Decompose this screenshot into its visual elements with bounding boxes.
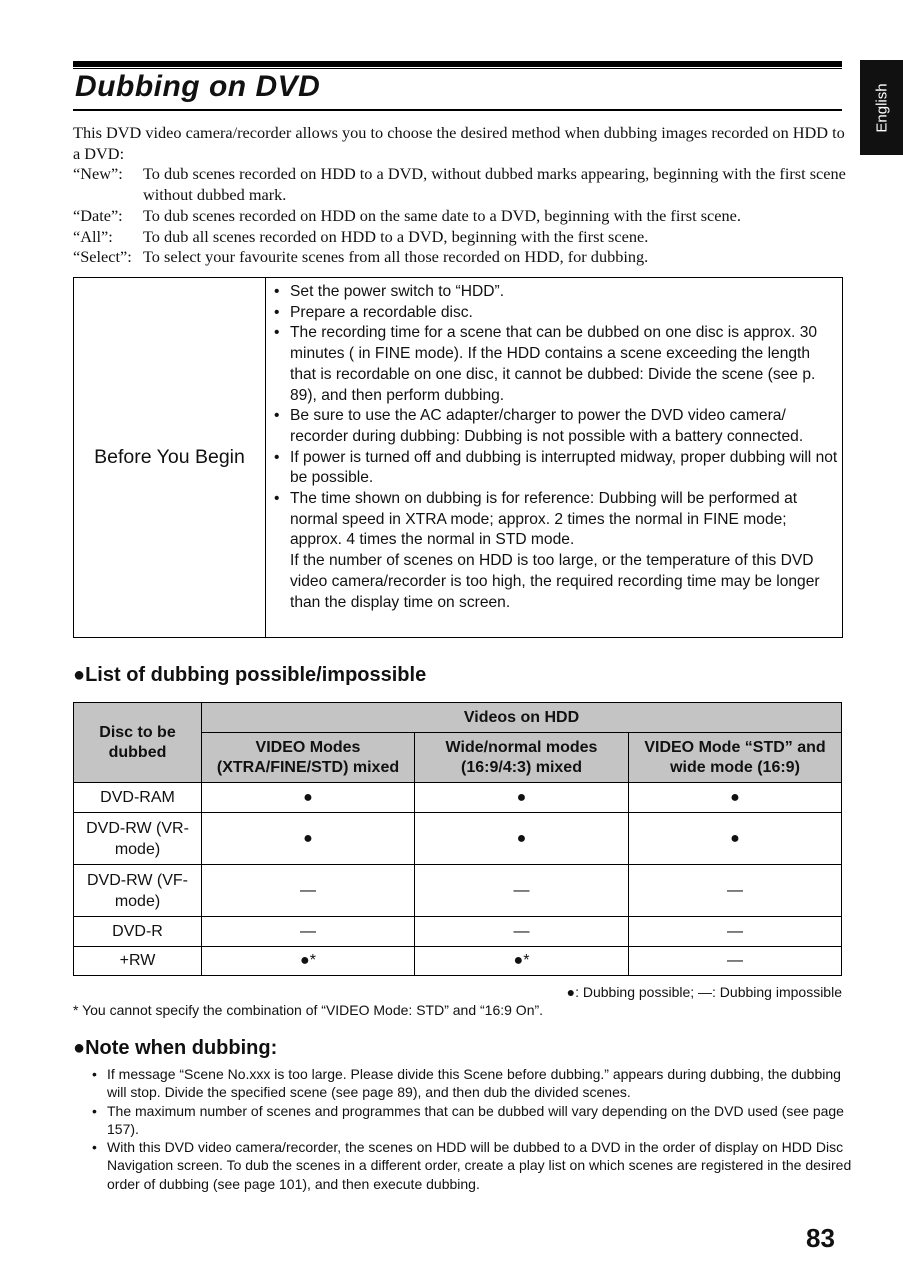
column-header: VIDEO Mode “STD” and wide mode (16:9)	[629, 733, 842, 783]
method-desc: To dub all scenes recorded on HDD to a DVD, beginning with the first scene.	[143, 226, 649, 246]
method-label: “New”:	[73, 164, 123, 184]
column-header: VIDEO Modes (XTRA/FINE/STD) mixed	[202, 733, 415, 783]
method-all	[73, 227, 848, 248]
notes-list	[92, 1065, 852, 1193]
table-row: +RW ●* ●* —	[74, 947, 842, 976]
table-group-header: Videos on HDD	[202, 703, 842, 733]
method-new	[73, 164, 848, 205]
before-you-begin-box	[73, 277, 843, 638]
list-item: • Prepare a recordable disc.	[274, 303, 473, 321]
table-row: DVD-R — — —	[74, 917, 842, 947]
table-corner: Disc to be dubbed	[74, 703, 202, 783]
table-legend: ●: Dubbing possible; —: Dubbing impossible	[566, 984, 842, 1000]
list-item: • If power is turned off and dubbing is interrupted midway, proper dubbing will not be possible.	[274, 448, 838, 487]
intro	[73, 123, 848, 268]
method-date	[73, 206, 848, 227]
column-header: Wide/normal modes (16:9/4:3) mixed	[415, 733, 629, 783]
list-item: • Set the power switch to “HDD”.	[274, 283, 505, 300]
page-title: Dubbing on DVD	[75, 70, 321, 103]
method-desc: To dub scenes recorded on HDD on the same date to a DVD, beginning with the first scene.	[143, 205, 741, 225]
table-row: DVD-RW (VF-mode) — — —	[74, 865, 842, 917]
footnote: * You cannot specify the combination of “VIDEO Mode: STD” and “16:9 On”.	[73, 1002, 544, 1018]
list-item-extra: If the number of scenes on HDD is too large, or the temperature of this DVD video camera/recorder is too high, the required recording time may be longer than the display time on screen.	[290, 552, 820, 611]
list-item: • The maximum number of scenes and programmes that can be dubbed will vary depending on the DVD used (see page 157).	[92, 1102, 844, 1137]
table-row: DVD-RAM ● ● ●	[74, 783, 842, 813]
method-label: “Date”:	[73, 205, 123, 225]
list-item: • With this DVD video camera/recorder, the scenes on HDD will be dubbed to a DVD in the order of display on HDD Disc Navigation screen. To dub the scenes in a different order, create a play list on which scenes are registered in the desired order of dubbing (see page 101), and then execute dubbing.	[92, 1139, 852, 1192]
method-label: “Select”:	[73, 247, 132, 267]
list-item: • The time shown on dubbing is for reference: Dubbing will be performed at normal speed in XTRA mode; approx. 2 times the normal in FINE mode; approx. 4 times the normal in STD mode.	[274, 490, 798, 549]
before-list	[266, 278, 840, 637]
table-row: DVD-RW (VR-mode) ● ● ●	[74, 813, 842, 865]
language-tab	[860, 60, 903, 155]
page-number: 83	[806, 1223, 835, 1253]
method-select	[73, 247, 848, 268]
dubbing-table	[73, 702, 842, 976]
method-label: “All”:	[73, 226, 113, 246]
language-label: English	[873, 82, 890, 133]
note-heading: ●Note when dubbing:	[73, 1037, 278, 1059]
before-heading: Before You Begin	[74, 278, 266, 637]
title-rule	[73, 68, 842, 69]
method-desc: To select your favourite scenes from all those recorded on HDD, for dubbing.	[143, 247, 649, 267]
list-item: • The recording time for a scene that can be dubbed on one disc is approx. 30 minutes ( in FINE mode). If the HDD contains a scene exceeding the length that is recordable on one disc, it cannot be dubbed: Divide the scene (see p. 89), and then perform dubbing.	[274, 324, 818, 404]
list-heading: ●List of dubbing possible/impossible	[73, 664, 427, 686]
title-underline	[73, 109, 842, 111]
method-desc: To dub scenes recorded on HDD to a DVD, without dubbed marks appearing, beginning with the first scene without dubbed mark.	[143, 164, 846, 205]
intro-text: This DVD video camera/recorder allows you to choose the desired method when dubbing images recorded on HDD to a DVD:	[73, 123, 845, 163]
list-item: • Be sure to use the AC adapter/charger to power the DVD video camera/ recorder during dubbing: Dubbing is not possible with a battery connected.	[274, 407, 804, 445]
title-rule	[73, 61, 842, 67]
list-item: • If message “Scene No.xxx is too large. Please divide this Scene before dubbing.” appears during dubbing, the dubbing will stop. Divide the specified scene (see page 89), and then dub the divided scenes.	[92, 1066, 841, 1101]
